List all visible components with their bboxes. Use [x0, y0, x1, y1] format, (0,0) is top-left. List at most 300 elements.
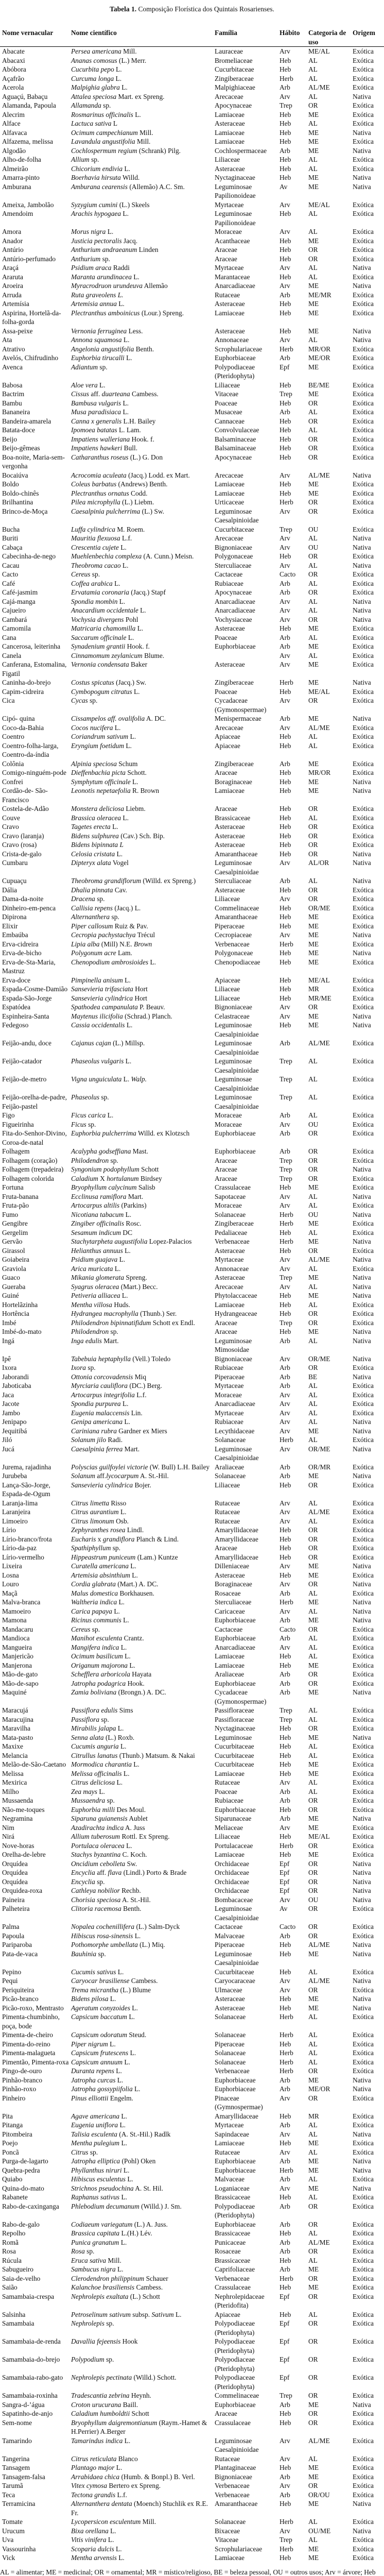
cell-nome-vernacular: Beijo-gêmeas — [2, 444, 40, 452]
table-row — [0, 1994, 384, 2004]
cell-nome-cientifico — [69, 1787, 213, 1797]
cell-nome-vernacular: Figueirinha — [2, 1120, 34, 1128]
cell-familia: Arecaceae — [215, 1282, 243, 1291]
table-row — [0, 2076, 384, 2085]
cell-nome-cientifico — [69, 1535, 213, 1544]
cell-nome-vernacular: Rabo-de-caxinganga — [2, 2202, 59, 2210]
cell-origem: Exótica — [353, 1300, 374, 1309]
cell-origem: Exótica — [353, 2031, 374, 2039]
table-row — [0, 389, 384, 399]
scientific-name-author: L. — [120, 1292, 128, 1299]
scientific-name-italic: Carica papaya — [71, 1607, 112, 1615]
scientific-name-italic: Cathleya nobilior — [71, 1887, 120, 1894]
cell-origem: Exótica — [353, 507, 374, 515]
cell-habito: Heb — [280, 2283, 291, 2291]
cell-familia: Polygonaceae — [215, 949, 253, 957]
cell-habito: Arv — [280, 1418, 290, 1426]
table-row — [0, 1507, 384, 1517]
table-row — [0, 904, 384, 913]
cell-origem: Exótica — [353, 976, 374, 984]
cell-categoria-de-uso: OR — [308, 1544, 318, 1552]
table-row — [0, 2373, 384, 2391]
cell-nome-cientifico — [69, 1742, 213, 1751]
cell-habito: Heb — [280, 399, 291, 407]
cell-nome-cientifico — [69, 74, 213, 83]
scientific-name-author: Sims — [117, 1706, 133, 1714]
cell-nome-vernacular: Café-jasmim — [2, 588, 38, 596]
scientific-name-italic: Encyclia — [71, 1877, 95, 1886]
cell-familia: Leguminosae Caesalpinioidae — [215, 1075, 259, 1092]
cell-nome-vernacular: Araçá — [2, 264, 19, 272]
cell-nome-cientifico — [69, 101, 213, 110]
cell-nome-vernacular: Melissa — [2, 1769, 24, 1777]
scientific-name-italic: Myracrodruon urundeuva — [71, 282, 143, 290]
cell-habito: Arb — [280, 354, 290, 362]
cell-nome-cientifico — [69, 2012, 213, 2030]
cell-origem: Exótica — [353, 2482, 374, 2489]
cell-categoria-de-uso: OR — [308, 1887, 318, 1894]
cell-familia: Euphorbiaceae — [215, 1147, 256, 1155]
scientific-name-author: L. — [118, 543, 127, 551]
cell-categoria-de-uso: ME — [308, 913, 319, 921]
cell-nome-vernacular: Lírio-branco/frota — [2, 1535, 52, 1543]
cell-familia: Asteraceae — [215, 300, 245, 308]
table-row — [0, 1003, 384, 1012]
cell-nome-cientifico — [69, 1796, 213, 1805]
cell-categoria-de-uso: ME — [308, 138, 319, 145]
cell-nome-cientifico — [69, 1246, 213, 1256]
scientific-name-author: Mill. — [141, 2518, 156, 2526]
table-row — [0, 1075, 384, 1093]
scientific-name-author: L. — [124, 1841, 132, 1850]
scientific-name-author: A. St. Hil. — [133, 2184, 163, 2192]
cell-familia: Myrtaceae — [215, 2121, 244, 2129]
cell-nome-vernacular: Cipó- quina — [2, 715, 35, 722]
scientific-name-author: L.H. Bailey — [121, 417, 156, 425]
cell-origem: Exótica — [353, 2256, 374, 2264]
scientific-name-author: L. — [115, 850, 123, 858]
cell-nome-vernacular: Goiabeira — [2, 1256, 29, 1263]
cell-categoria-de-uso: OR — [308, 1129, 318, 1137]
cell-habito: Trep — [280, 525, 292, 533]
floristic-table — [0, 27, 384, 2563]
cell-origem: Nativa — [353, 877, 371, 885]
cell-categoria-de-uso: OU — [308, 543, 319, 551]
cell-familia: Leguminosae Mimosoidae — [215, 1336, 252, 1353]
cell-nome-vernacular: Nim — [2, 1823, 14, 1832]
cell-categoria-de-uso: AL — [308, 1192, 318, 1200]
cell-nome-vernacular: Salsinha — [2, 2310, 26, 2318]
cell-familia: Asteraceae — [215, 120, 245, 127]
cell-nome-vernacular: Ipê — [2, 1354, 11, 1363]
cell-origem: Nativa — [353, 1328, 371, 1335]
cell-origem: Exótica — [353, 1643, 374, 1651]
scientific-name-italic: Sativum — [151, 2310, 174, 2318]
cell-origem: Nativa — [353, 1580, 371, 1588]
scientific-name-author: Rosc. — [124, 1219, 142, 1227]
scientific-name-author: (L.) Salm-Dyck — [134, 1923, 180, 1930]
scientific-name-author: L. — [116, 2554, 125, 2562]
scientific-name-italic: Zingiber officinalis — [71, 1219, 125, 1227]
scientific-name-author: L. — [106, 1111, 114, 1119]
table-row — [0, 327, 384, 336]
cell-nome-vernacular: Canela — [2, 651, 22, 659]
cell-habito: Herb — [280, 1238, 293, 1245]
cell-habito: Heb — [280, 904, 291, 912]
cell-nome-vernacular: Cabaça — [2, 543, 23, 551]
cell-origem: Exótica — [353, 985, 374, 993]
cell-nome-vernacular: Poncã — [2, 2148, 19, 2156]
cell-categoria-de-uso: ME — [308, 1769, 319, 1777]
cell-origem: Exótica — [353, 642, 374, 650]
scientific-name-author: Huds. — [112, 1300, 130, 1309]
table-row — [0, 1607, 384, 1616]
cell-categoria-de-uso: OR — [308, 1986, 318, 1994]
table-row — [0, 2220, 384, 2229]
cell-familia: Solanaceae — [215, 1472, 246, 1480]
cell-categoria-de-uso: AL — [308, 1409, 318, 1417]
scientific-name-italic: Ecclinusa ramiflora — [71, 1192, 127, 1200]
cell-origem: Nativa — [353, 1292, 371, 1299]
cell-nome-vernacular: Dama-da-noite — [2, 895, 44, 903]
scientific-name-italic: Passiflora — [71, 1715, 100, 1723]
cell-nome-cientifico — [69, 1895, 213, 1905]
cell-familia: Lamiaceae — [215, 480, 245, 488]
scientific-name-author: sp. — [96, 1950, 106, 1958]
cell-habito: Arv — [280, 1003, 290, 1011]
scientific-name-italic: Inga edulis — [71, 1336, 102, 1345]
cell-origem: Exótica — [353, 1661, 374, 1669]
cell-nome-cientifico — [69, 994, 213, 1003]
cell-categoria-de-uso: ME/MR — [308, 291, 331, 299]
cell-categoria-de-uso: AL/ME — [308, 2238, 330, 2246]
cell-categoria-de-uso: OR — [308, 444, 318, 452]
cell-familia: Lauraceae — [215, 47, 243, 55]
cell-nome-cientifico — [69, 1877, 213, 1887]
cell-origem: Nativa — [353, 949, 371, 957]
cell-familia: Lamiaceae — [215, 1652, 245, 1660]
cell-familia: Euphorbiaceae — [215, 2166, 256, 2174]
cell-habito: Arb — [280, 1797, 290, 1804]
cell-nome-cientifico — [69, 1273, 213, 1282]
scientific-name-italic: Capsicum odoratum — [71, 2031, 127, 2039]
scientific-name-italic: Dipteryx alata — [71, 859, 111, 867]
scientific-name-author: (Andrews) Benth. — [116, 480, 168, 488]
cell-habito: Heb — [280, 1760, 291, 1768]
scientific-name-italic: Coffea arabica — [71, 579, 113, 587]
cell-nome-vernacular: Pimenta-de-cheiro — [2, 2031, 53, 2039]
cell-categoria-de-uso: OR — [308, 552, 318, 560]
cell-nome-cientifico — [69, 804, 213, 814]
cell-origem: Exótica — [353, 895, 374, 903]
cell-habito: Arv — [280, 2436, 290, 2445]
scientific-name-author: L. — [128, 2049, 136, 2057]
table-row — [0, 768, 384, 777]
table-row — [0, 2084, 384, 2094]
cell-familia: Amaranthaceae — [215, 2500, 258, 2507]
cell-categoria-de-uso: AL/ME — [308, 723, 330, 732]
cell-origem: Exótica — [353, 345, 374, 353]
cell-categoria-de-uso: AL — [308, 2256, 318, 2264]
cell-nome-cientifico — [69, 1237, 213, 1246]
cell-nome-vernacular: Cravo — [2, 823, 19, 831]
cell-origem: Nativa — [353, 2527, 371, 2535]
cell-origem: Nativa — [353, 787, 371, 794]
scientific-name-italic: Sesamum indicum — [71, 1228, 121, 1236]
cell-nome-vernacular: Bocaiúva — [2, 471, 28, 479]
cell-nome-cientifico — [69, 985, 213, 994]
table-row — [0, 2454, 384, 2464]
cell-habito: Heb — [280, 1751, 291, 1759]
table-row — [0, 2058, 384, 2067]
cell-categoria-de-uso: AL — [308, 1282, 318, 1291]
cell-categoria-de-uso: AL — [308, 561, 318, 569]
cell-categoria-de-uso: AL — [308, 156, 318, 163]
cell-familia: Lamiaceae — [215, 1851, 245, 1858]
cell-nome-cientifico — [69, 2256, 213, 2265]
table-row — [0, 2256, 384, 2265]
scientific-name-italic: Stachys byzantina — [71, 1851, 121, 1858]
cell-nome-vernacular: Jiló — [2, 1436, 12, 1444]
cell-nome-vernacular: Arruda — [2, 291, 22, 299]
scientific-name-author: L. — [112, 1607, 120, 1615]
scientific-name-author: (Thunb.) Ser. — [138, 1310, 177, 1317]
scientific-name-italic: Canna x generalis — [71, 417, 122, 425]
cell-categoria-de-uso: OR — [308, 832, 318, 840]
cell-categoria-de-uso: AL — [308, 1391, 318, 1399]
cell-habito: Herb — [280, 1219, 293, 1227]
cell-nome-vernacular: Folhagem — [2, 1147, 30, 1155]
cell-habito: Heb — [280, 2193, 291, 2201]
cell-categoria-de-uso: OR — [308, 1553, 318, 1561]
scientific-name-italic: Synadenium grantii — [71, 642, 126, 650]
cell-nome-cientifico — [69, 2319, 213, 2337]
cell-categoria-de-uso: ME — [308, 931, 319, 939]
cell-familia — [213, 651, 277, 660]
scientific-name-author: sp. — [89, 156, 99, 163]
table-footnote: AL = alimentar; ME = medicinal; OR = ornamental; MR = místico/religioso, BE = beleza pessoal, OU = outros usos; Arv = árvore; Heb — [0, 2568, 376, 2576]
cell-nome-cientifico — [69, 588, 213, 597]
scientific-name-author: x — [96, 1535, 103, 1543]
cell-origem: Exótica — [353, 444, 374, 452]
scientific-name-author: Bertero ex Spreng. — [107, 2482, 161, 2489]
cell-familia: Lecythidaceae — [215, 1427, 255, 1435]
cell-habito: Arv — [280, 1580, 290, 1588]
table-row — [0, 1336, 384, 1354]
scientific-name-author: Cambess. — [129, 1977, 158, 1985]
cell-familia: Orchidaceae — [215, 1877, 249, 1886]
scientific-name-author: (Willd.) J. Sm. — [139, 2202, 182, 2210]
cell-habito: Heb — [280, 1544, 291, 1552]
cell-nome-vernacular: Elixir — [2, 922, 18, 930]
cell-categoria-de-uso: AL — [308, 1751, 318, 1759]
cell-nome-cientifico — [69, 1940, 213, 1950]
cell-habito: Heb — [280, 255, 291, 263]
cell-familia: Nyctaginaceae — [215, 1724, 255, 1732]
cell-nome-vernacular: Colônia — [2, 759, 24, 768]
scientific-name-italic: Davallia fejeensis — [71, 2337, 121, 2345]
scientific-name-author: L. — [108, 1995, 116, 2003]
scientific-name-italic: Schefflera arboricola — [71, 1670, 130, 1678]
table-row — [0, 2481, 384, 2490]
cell-nome-vernacular: Cravo (laranja) — [2, 832, 44, 840]
cell-nome-vernacular: Assa-peixe — [2, 327, 33, 335]
cell-habito: Heb — [280, 949, 291, 957]
cell-nome-cientifico — [69, 1481, 213, 1499]
table-row — [0, 1264, 384, 1274]
cell-origem: Nativa — [353, 2076, 371, 2084]
scientific-name-italic: Coriandrum sativum — [71, 733, 129, 740]
table-row — [0, 2121, 384, 2130]
scientific-name-italic: Anacardium occidentale — [71, 606, 138, 614]
cell-habito: Trep — [280, 1075, 292, 1083]
scientific-name-author: sp. — [109, 1156, 118, 1164]
cell-origem: Exótica — [353, 489, 374, 497]
scientific-name-author: L. — [133, 110, 141, 118]
cell-nome-vernacular: Gengibre — [2, 1219, 28, 1227]
table-row — [0, 2166, 384, 2175]
cell-nome-cientifico — [69, 2310, 213, 2319]
cell-nome-cientifico — [69, 615, 213, 624]
cell-origem: Exótica — [353, 940, 374, 948]
cell-nome-vernacular: Pimentão, Pimenta-roxa — [2, 2058, 69, 2066]
scientific-name-italic: Codiaeum variegatum — [71, 2220, 133, 2228]
cell-nome-cientifico — [69, 1039, 213, 1057]
scientific-name-italic: grandiflora — [102, 1535, 135, 1543]
cell-habito: Heb — [280, 1733, 291, 1741]
cell-nome-vernacular: Cacau — [2, 561, 20, 569]
cell-categoria-de-uso: ME — [308, 1292, 319, 1299]
scientific-name-author: L. — [114, 2545, 122, 2553]
cell-nome-cientifico — [69, 1715, 213, 1724]
cell-origem: Exótica — [353, 1670, 374, 1678]
scientific-name-author: aff. — [95, 1472, 107, 1480]
scientific-name-italic: Allium — [71, 156, 90, 163]
cell-categoria-de-uso: ME — [308, 182, 319, 191]
scientific-name-italic: Lipia alba — [71, 940, 100, 948]
scientific-name-italic: Citrus reticulata — [71, 2454, 117, 2463]
cell-habito: Arb — [280, 408, 290, 416]
cell-familia: Myrtaceae — [215, 264, 244, 272]
cell-familia: Anarcadiaceae — [215, 606, 255, 614]
table-row — [0, 1427, 384, 1436]
cell-origem: Exótica — [353, 552, 374, 560]
cell-nome-vernacular: Artemísia — [2, 300, 29, 308]
scientific-name-italic: Boerhavia hirsuta — [71, 174, 121, 181]
scientific-name-italic: Vitis vinifera — [71, 2536, 107, 2544]
scientific-name-italic: Bixa orellana — [71, 2527, 109, 2535]
cell-familia: Commelinaceae — [215, 2392, 259, 2399]
table-row — [0, 309, 384, 327]
table-row — [0, 182, 384, 200]
cell-nome-vernacular: Sem-nome — [2, 2418, 32, 2427]
scientific-name-italic: Ananas comosus — [71, 56, 117, 64]
cell-nome-vernacular: Alecrim — [2, 110, 25, 118]
scientific-name-italic: Hippeastrum puniceum — [71, 1553, 136, 1561]
cell-nome-vernacular: Cumbaru — [2, 859, 28, 867]
table-row — [0, 1327, 384, 1336]
scientific-name-author: L. — [115, 1778, 123, 1786]
cell-categoria-de-uso: ME — [308, 787, 319, 794]
scientific-name-italic: Jatropha elliptica — [71, 2157, 120, 2165]
cell-categoria-de-uso: ME — [308, 1219, 319, 1227]
cell-nome-vernacular: Fedegoso — [2, 1021, 29, 1029]
cell-categoria-de-uso: AL — [308, 1201, 318, 1209]
cell-nome-cientifico — [69, 1192, 213, 1201]
table-row — [0, 850, 384, 859]
caption-label: Tabela 1. — [110, 5, 137, 13]
scientific-name-italic: Siparuna guianensis — [71, 1815, 128, 1822]
scientific-name-author: L. — [120, 561, 129, 569]
cell-nome-vernacular: Buriti — [2, 534, 19, 542]
cell-habito: Heb — [280, 156, 291, 163]
cell-habito: Heb — [280, 733, 291, 740]
cell-nome-vernacular: Picão-roxo, Mentrasto — [2, 2004, 64, 2012]
scientific-name-italic: Bidens bipinnata L — [71, 841, 124, 849]
scientific-name-author: Radi. — [106, 1436, 123, 1444]
scientific-name-author: L. — [132, 2085, 141, 2093]
cell-nome-vernacular: Feijão-orelha-de-padre, Feijão-pastel — [2, 1093, 67, 1110]
cell-nome-vernacular: Folhagem colorida — [2, 1174, 54, 1182]
cell-nome-vernacular: Figo — [2, 1111, 15, 1119]
cell-habito: Arv — [280, 1562, 290, 1570]
scientific-name-author: aff. — [95, 1869, 108, 1876]
table-row — [0, 1481, 384, 1499]
cell-nome-vernacular: Bandeira-amarela — [2, 417, 51, 425]
scientific-name-author: sp. — [98, 363, 108, 371]
cell-habito: Arb — [280, 1364, 290, 1371]
cell-origem: Nativa — [353, 1887, 371, 1894]
cell-habito: Herb — [280, 74, 293, 82]
scientific-name-author: L. — [120, 1400, 129, 1408]
scientific-name-italic: Cereus — [71, 570, 91, 578]
cell-nome-vernacular: Guiné — [2, 1292, 19, 1299]
cell-habito: Heb — [280, 2554, 291, 2562]
cell-nome-vernacular: Mata-pasto — [2, 1733, 33, 1741]
scientific-name-italic: Polyscias guilfoylei victorie — [71, 1463, 148, 1471]
cell-categoria-de-uso: ME — [308, 1328, 319, 1335]
scientific-name-author: Engelm. — [108, 2094, 133, 2102]
cell-habito: Heb — [280, 777, 291, 786]
cell-nome-vernacular: Melancia — [2, 1751, 28, 1759]
scientific-name-author: L. — [138, 606, 146, 614]
cell-nome-cientifico — [69, 2247, 213, 2256]
cell-habito: Heb — [280, 913, 291, 921]
scientific-name-italic: Passiflora edulis — [71, 1706, 118, 1714]
cell-habito: Arv — [280, 1607, 290, 1615]
cell-nome-cientifico — [69, 2418, 213, 2436]
scientific-name-italic: Caladium — [71, 1174, 98, 1182]
cell-origem: Exótica — [353, 2418, 374, 2427]
cell-origem: Exótica — [353, 624, 374, 632]
cell-nome-cientifico — [69, 2076, 213, 2085]
scientific-name-italic: Stachytarpheta augustifolia — [71, 1238, 148, 1245]
scientific-name-italic: Bauhinia — [71, 1950, 97, 1958]
cell-familia: Liliaceae — [215, 381, 240, 389]
cell-habito: Herb — [280, 345, 293, 353]
cell-nome-vernacular: Malva-branca — [2, 1598, 41, 1606]
scientific-name-author: L. — [119, 2139, 127, 2147]
cell-nome-cientifico — [69, 1769, 213, 1778]
cell-nome-vernacular: Rabo-de-galo — [2, 2220, 40, 2228]
table-row — [0, 912, 384, 922]
scientific-name-italic: Theobroma grandiflorum — [71, 877, 142, 885]
cell-familia: Lamiaceae — [215, 787, 245, 794]
cell-categoria-de-uso: ME — [308, 309, 319, 317]
cell-nome-vernacular: Jequitibá — [2, 1427, 27, 1435]
table-row — [0, 2265, 384, 2274]
cell-nome-cientifico — [69, 2004, 213, 2013]
